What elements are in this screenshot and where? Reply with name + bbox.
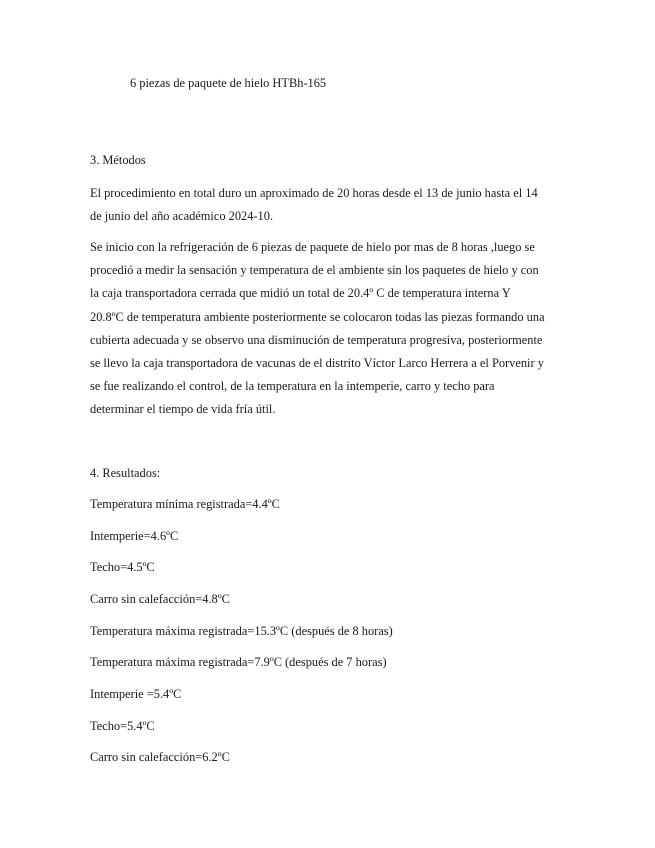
- text-line: determinar el tiempo de vida fría útil.: [90, 402, 276, 417]
- text-line: procedió a medir la sensación y temperatura de el ambiente sin los paquetes de hielo y con: [90, 263, 539, 278]
- result-item: Temperatura máxima registrada=15.3ºC (después de 8 horas): [90, 624, 393, 638]
- result-item: Intemperie =5.4ºC: [90, 687, 182, 701]
- text-line: la caja transportadora cerrada que midió un total de 20.4º C de temperatura interna Y: [90, 286, 511, 301]
- result-item: Carro sin calefacción=6.2ºC: [90, 750, 230, 764]
- ice-pack-item-line: 6 piezas de paquete de hielo HTBh-165: [130, 76, 327, 90]
- result-item: Techo=4.5ºC: [90, 560, 155, 574]
- result-item: Temperatura máxima registrada=7.9ºC (después de 7 horas): [90, 655, 387, 669]
- result-item: Techo=5.4ºC: [90, 719, 155, 733]
- text-line: El procedimiento en total duro un aproximado de 20 horas desde el 13 de junio hasta el 14: [90, 186, 538, 200]
- methods-paragraph-2: [90, 236, 568, 422]
- methods-heading: 3. Métodos: [90, 153, 146, 167]
- text-line: se llevo la caja transportadora de vacunas de el distrito Víctor Larco Herrera a el Porvenir y: [90, 356, 544, 371]
- text-line: se fue realizando el control, de la temperatura en la intemperie, carro y techo para: [90, 379, 495, 394]
- text-line: Se inicio con la refrigeración de 6 piezas de paquete de hielo por mas de 8 horas ,luego se: [90, 240, 535, 254]
- result-item: Intemperie=4.6ºC: [90, 529, 179, 543]
- methods-paragraph-1: [90, 182, 568, 228]
- text-line: cubierta adecuada y se observo una disminución de temperatura progresiva, posteriormente: [90, 332, 543, 347]
- result-item: Carro sin calefacción=4.8ºC: [90, 592, 230, 606]
- text-line: de junio del año académico 2024-10.: [90, 209, 274, 224]
- text-line: 20.8ºC de temperatura ambiente posteriormente se colocaron todas las piezas formando una: [90, 309, 545, 324]
- results-heading: 4. Resultados:: [90, 466, 161, 480]
- result-item: Temperatura mínima registrada=4.4ºC: [90, 497, 280, 511]
